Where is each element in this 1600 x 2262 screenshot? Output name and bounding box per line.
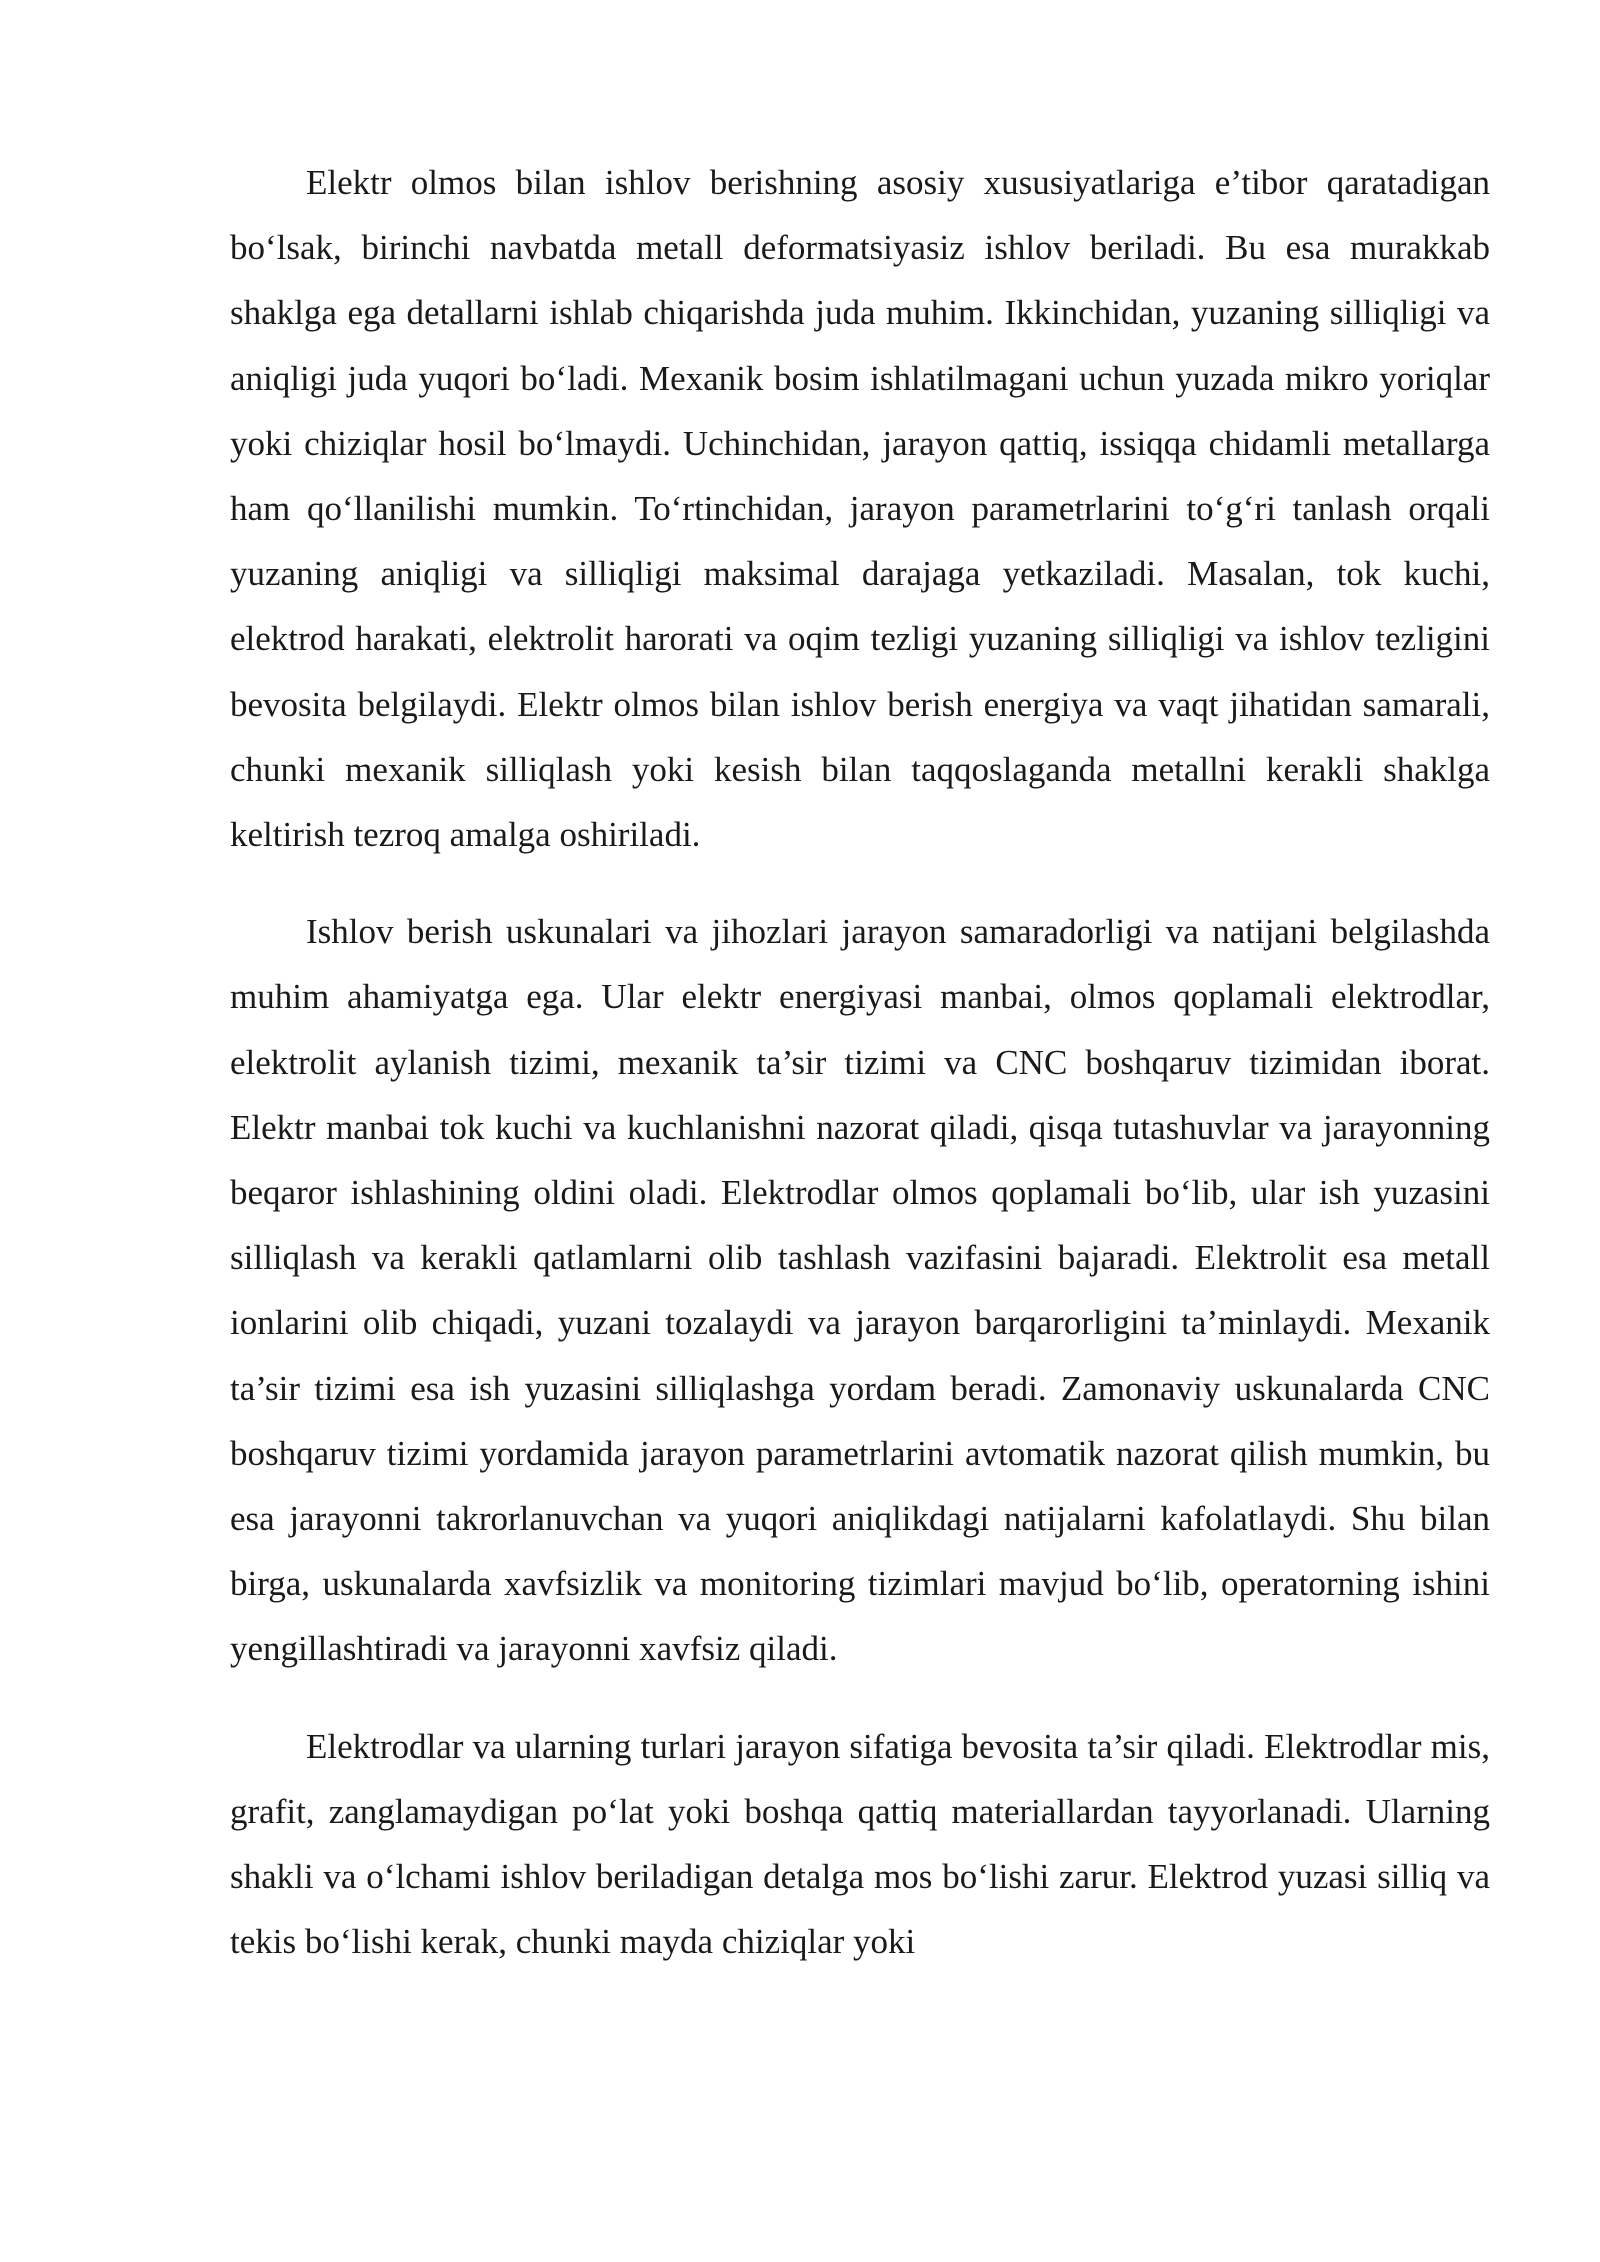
paragraph-equipment: Ishlov berish uskunalari va jihozlari jarayon samaradorligi va natijani belgilashda muhim ahamiyatga ega. Ular elektr energiyasi manbai, olmos qoplamali elektrodlar, elektrolit aylanish tizimi, mexanik ta’sir tizimi va CNC boshqaruv tizimidan iborat. Elektr manbai tok kuchi va kuchlanishni nazorat qiladi, qisqa tutashuvlar va jarayonning beqaror ishlashining oldini oladi. Elektrodlar olmos qoplamali bo‘lib, ular ish yuzasini silliqlash va kerakli qatlamlarni olib tashlash vazifasini bajaradi. Elektrolit esa metall ionlarini olib chiqadi, yuzani tozalaydi va jarayon barqarorligini ta’minlaydi. Mexanik ta’sir tizimi esa ish yuzasini silliqlashga yordam beradi. Zamonaviy uskunalarda CNC boshqaruv tizimi yordamida jarayon parametrlarini avtomatik nazorat qilish mumkin, bu esa jarayonni takrorlanuvchan va yuqori aniqlikdagi natijalarni kafolatlaydi. Shu bilan birga, uskunalarda xavfsizlik va monitoring tizimlari mavjud bo‘lib, operatorning ishini yengillashtiradi va jarayonni xavfsiz qiladi. xyxy=(230,912,1490,1669)
document-body xyxy=(230,150,1490,2006)
paragraph-features: Elektr olmos bilan ishlov berishning asosiy xususiyatlariga e’tibor qaratadigan bo‘lsak, birinchi navbatda metall deformatsiyasiz ishlov beriladi. Bu esa murakkab shaklga ega detallarni ishlab chiqarishda juda muhim. Ikkinchidan, yuzaning silliqligi va aniqligi juda yuqori bo‘ladi. Mexanik bosim ishlatilmagani uchun yuzada mikro yoriqlar yoki chiziqlar hosil bo‘lmaydi. Uchinchidan, jarayon qattiq, issiqqa chidamli metallarga ham qo‘llanilishi mumkin. To‘rtinchidan, jarayon parametrlarini to‘g‘ri tanlash orqali yuzaning aniqligi va silliqligi maksimal darajaga yetkaziladi. Masalan, tok kuchi, elektrod harakati, elektrolit harorati va oqim tezligi yuzaning silliqligi va ishlov tezligini bevosita belgilaydi. Elektr olmos bilan ishlov berish energiya va vaqt jihatidan samarali, chunki mexanik silliqlash yoki kesish bilan taqqoslaganda metallni kerakli shaklga keltirish tezroq amalga oshiriladi. xyxy=(230,163,1490,855)
paragraph-electrodes: Elektrodlar va ularning turlari jarayon sifatiga bevosita ta’sir qiladi. Elektrodlar mis, grafit, zanglamaydigan po‘lat yoki boshqa qattiq materiallardan tayyorlanadi. Ularning shakli va o‘lchami ishlov beriladigan detalga mos bo‘lishi zarur. Elektrod yuzasi silliq va tekis bo‘lishi kerak, chunki mayda chiziqlar yoki xyxy=(230,1726,1490,1962)
